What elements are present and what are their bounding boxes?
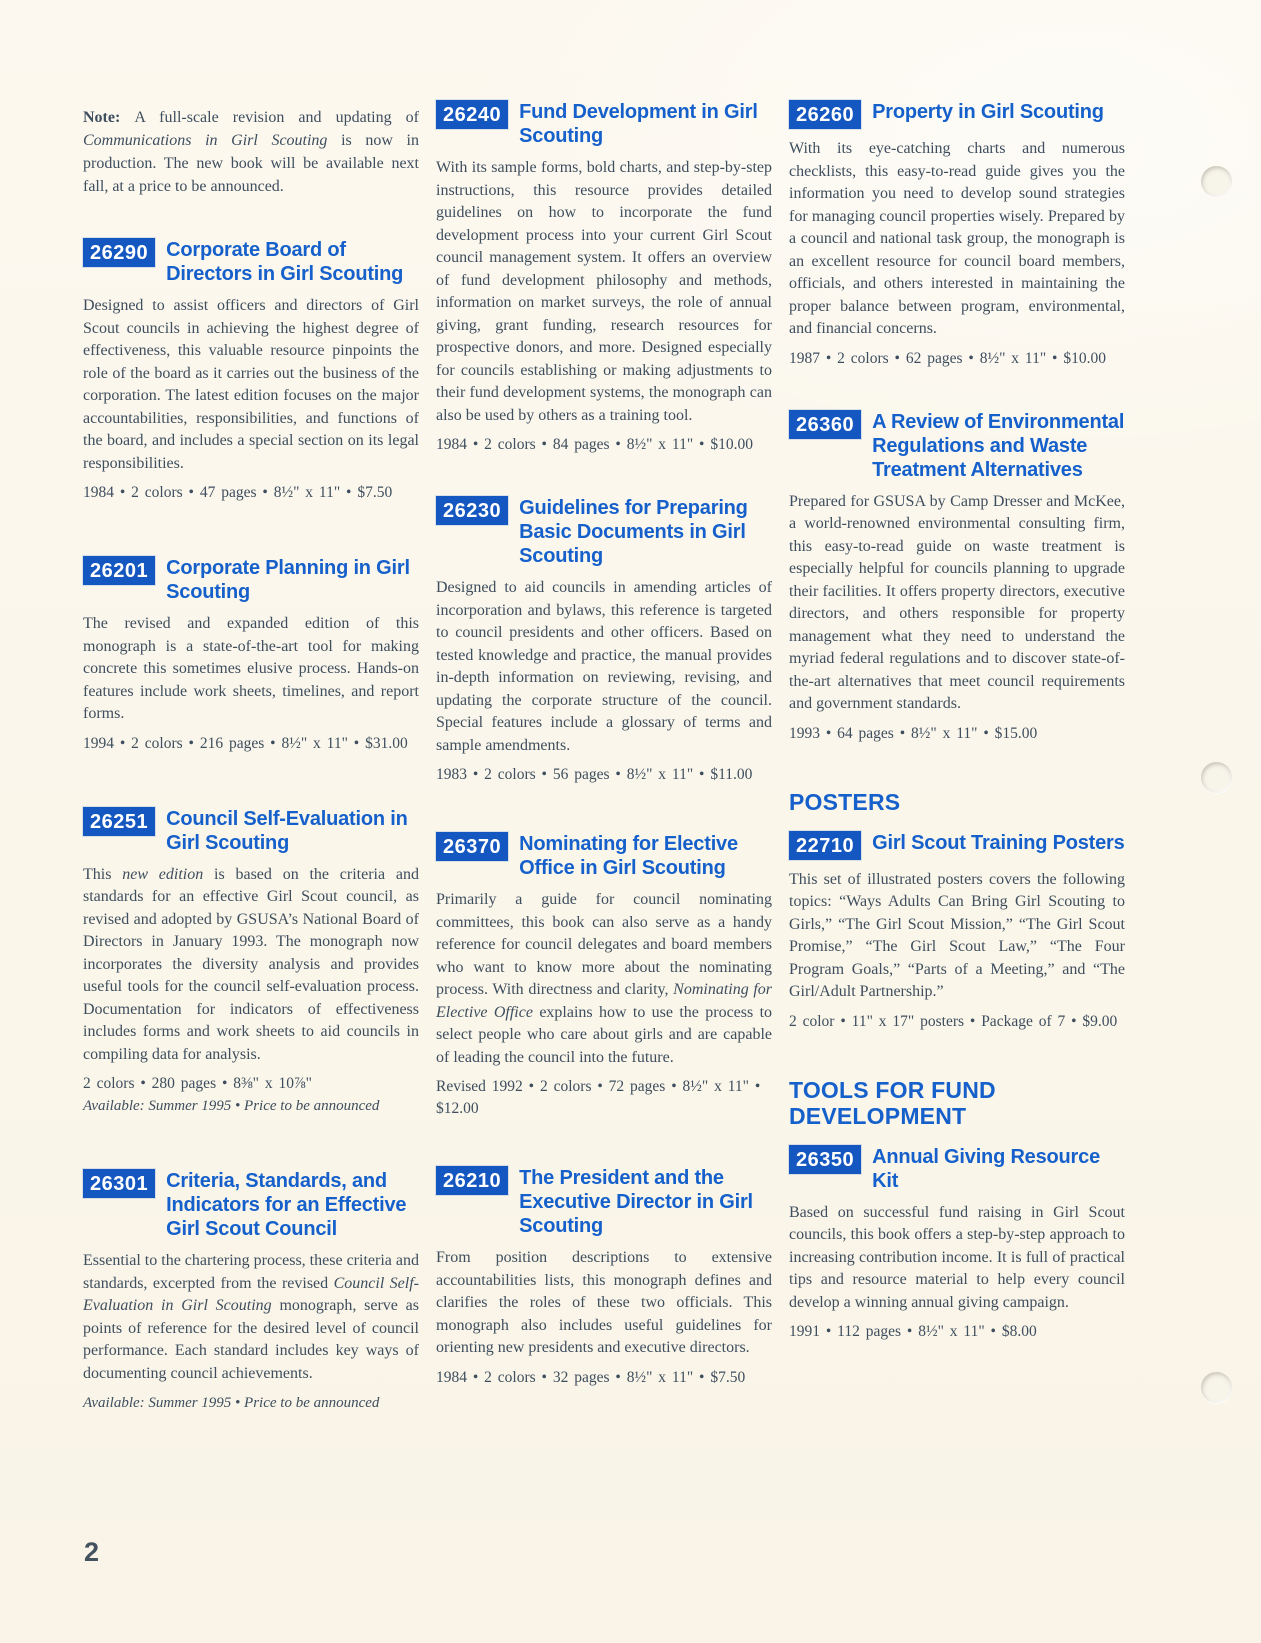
column-middle: [436, 100, 772, 1414]
item-details: 1984 • 2 colors • 84 pages • 8½" x 11" • $10.00: [436, 436, 753, 453]
item-code-badge: 26251: [83, 807, 155, 836]
item-description: Based on successful fund raising in Girl Scout councils, this book offers a step-by-step approach to increasing contribution income. It is full of practical tips and resource material to help every council develop a winning annual giving campaign.: [789, 1203, 1125, 1311]
item-code-badge: 26260: [789, 100, 861, 129]
item-title: A Review of Environmental Regulations and Waste Treatment Alternatives: [872, 410, 1125, 481]
item-head: [789, 831, 1125, 860]
item-head: [83, 1169, 419, 1241]
item-details: 1983 • 2 colors • 56 pages • 8½" x 11" • $11.00: [436, 766, 753, 783]
item-details: 1991 • 112 pages • 8½" x 11" • $8.00: [789, 1323, 1037, 1340]
item-code-badge: 26360: [789, 410, 861, 439]
item-description: From position descriptions to extensive accountabilities lists, this monograph defines and clarifies the roles of these two officials. This monograph also includes useful guidelines for orienting new presidents and executive directors.: [436, 1249, 772, 1356]
item-title: Annual Giving Resource Kit: [872, 1145, 1100, 1192]
item-description: Essential to the chartering process, these criteria and standards, excerpted from the revised Council Self-Evaluation in Girl Scouting monograph, serve as points of reference for the desired level of council performance. Each standard includes key ways of documenting council achievements.: [83, 1252, 420, 1382]
item-head: [789, 1145, 1125, 1193]
item-head: [83, 807, 419, 855]
item-description: With its sample forms, bold charts, and step-by-step instructions, this resource provides detailed guidelines on how to incorporate the fund development process into your current Girl Scout council management system. It offers an overview of fund development philosophy and methods, information on market surveys, the role of annual giving, grant funding, research resources for prospective donors, and more. Designed especially for councils establishing or making adjustments to their fund development systems, the monograph can also be used by others as a training tool.: [436, 159, 772, 424]
item-title: Guidelines for Preparing Basic Documents in Girl Scouting: [519, 497, 748, 567]
item-code-badge: 22710: [789, 831, 861, 860]
item-details: 2 color • 11" x 17" posters • Package of 7 • $9.00: [789, 1012, 1118, 1030]
item-description: This new edition is based on the criteria and standards for an effective Girl Scout council, as revised and adopted by GSUSA’s National Board of Directors in January 1993. The monograph now incorporates the diversity analysis and provides useful tools for the council self-evaluation process. Documentation for indicators of effectiveness includes forms and work sheets to aid councils in compiling data for analysis.: [83, 865, 419, 1063]
item-availability: Available: Summer 1995 • Price to be announced: [83, 1395, 380, 1411]
item-26260: [789, 100, 1125, 370]
item-details: 1994 • 2 colors • 216 pages • 8½" x 11" • $31.00: [83, 734, 408, 752]
column-right: [789, 100, 1125, 1414]
item-26201: [83, 556, 419, 755]
item-head: [83, 556, 419, 604]
item-head: [789, 410, 1125, 482]
punch-hole: [1201, 1372, 1232, 1403]
item-description: Prepared for GSUSA by Camp Dresser and McKee, a world-renowned environmental consulting firm, this easy-to-read guide on waste treatment is especially helpful for councils planning to upgrade their facilities. It offers property directors, executive directors, and others responsible for property management what they need to understand the myriad federal regulations and to discover state-of-the-art alternatives that meet council requirements and government standards.: [789, 492, 1125, 712]
item-details: Revised 1992 • 2 colors • 72 pages • 8½" x 11" • $12.00: [436, 1078, 761, 1117]
punch-hole: [1201, 166, 1232, 197]
item-description: With its eye-catching charts and numerous checklists, this easy-to-read guide gives you the information you need to develop sound strategies for managing council properties wisely. Prepared by a council and national task group, the monograph is an excellent resource for council board members, officials, and others interested in maintaining the proper balance between program, environmental, and financial concerns.: [789, 140, 1125, 337]
item-description: Designed to aid councils in amending articles of incorporation and bylaws, this reference is targeted to council presidents and other officers. Based on tested knowledge and practice, the manual provides in-depth information on reviewing, revising, and updating the corporate structure of the council. Special features include a glossary of terms and sample amendments.: [436, 579, 772, 754]
item-head: [83, 238, 419, 286]
item-code-badge: 26230: [436, 496, 508, 525]
item-description: Designed to assist officers and directors of Girl Scout councils in achieving the highest degree of effectiveness, this valuable resource pinpoints the role of the board as it carries out the business of the corporation. The latest edition focuses on the major accountabilities, responsibilities, and functions of the board, and includes a special section on its legal responsibilities.: [83, 297, 419, 472]
item-details: 1984 • 2 colors • 47 pages • 8½" x 11" • $7.50: [83, 484, 393, 501]
item-description: This set of illustrated posters covers the following topics: “Ways Adults Can Bring Girl Scouting to Girls,” “The Girl Scout Mission,” “The Girl Scout Promise,” “The Girl Scout Law,” “The Four Program Goals,” “Parts of a Meeting,” and “The Girl/Adult Partnership.”: [789, 870, 1125, 1000]
item-title: Corporate Planning in Girl Scouting: [166, 557, 410, 603]
section-heading-tools-for-fund-development: TOOLS FOR FUND DEVELOPMENT: [789, 1076, 996, 1129]
item-code-badge: 26370: [436, 832, 508, 861]
item-26230: [436, 496, 772, 786]
item-head: [436, 100, 772, 148]
item-title: Council Self-Evaluation in Girl Scouting: [166, 807, 408, 854]
item-code-badge: 26201: [83, 556, 155, 585]
item-availability: Available: Summer 1995 • Price to be announced: [83, 1098, 380, 1114]
item-details: 1993 • 64 pages • 8½" x 11" • $15.00: [789, 724, 1038, 742]
item-title: Property in Girl Scouting: [872, 101, 1104, 123]
item-code-badge: 26210: [436, 1166, 508, 1195]
item-description: The revised and expanded edition of this monograph is a state-of-the-art tool for making concrete this sometimes elusive process. Hands-on features include work sheets, timelines, and report forms.: [83, 615, 419, 722]
item-head: [789, 100, 1125, 129]
item-head: [436, 1166, 772, 1238]
item-code-badge: 26301: [83, 1169, 155, 1198]
item-details: 1984 • 2 colors • 32 pages • 8½" x 11" • $7.50: [436, 1368, 746, 1386]
item-26290: [83, 238, 419, 504]
page-content: [83, 100, 1127, 1414]
item-26251: [83, 807, 419, 1118]
item-title: The President and the Executive Director in Girl Scouting: [519, 1167, 753, 1237]
item-26360: [789, 410, 1125, 745]
item-code-badge: 26240: [436, 100, 508, 129]
item-code-badge: 26290: [83, 238, 155, 267]
item-title: Nominating for Elective Office in Girl Scouting: [519, 833, 738, 879]
item-head: [436, 832, 772, 880]
note-paragraph: Note: A full-scale revision and updating of Communications in Girl Scouting is now in production. The new book will be available next fall, at a price to be announced.: [83, 109, 419, 195]
item-26210: [436, 1166, 772, 1389]
item-26301: [83, 1169, 419, 1414]
punch-hole: [1201, 762, 1232, 793]
item-title: Corporate Board of Directors in Girl Scouting: [166, 239, 404, 285]
item-title: Criteria, Standards, and Indicators for an Effective Girl Scout Council: [166, 1170, 407, 1240]
item-details: 2 colors • 280 pages • 8⅜" x 10⅞": [83, 1075, 312, 1092]
page-number: 2: [84, 1537, 100, 1567]
item-22710: [789, 831, 1125, 1033]
item-description: Primarily a guide for council nominating committees, this book can also serve as a handy reference for council delegates and board members who want to know more about the nominating process. With directness and clarity, Nominating for Elective Office explains how to use the process to select people who care about girls and are capable of leading the council into the future.: [436, 891, 773, 1066]
item-title: Girl Scout Training Posters: [872, 831, 1125, 854]
item-code-badge: 26350: [789, 1145, 861, 1174]
item-head: [436, 496, 772, 568]
item-details: 1987 • 2 colors • 62 pages • 8½" x 11" • $10.00: [789, 349, 1106, 367]
item-26350: [789, 1145, 1125, 1344]
item-26370: [436, 832, 772, 1120]
item-26240: [436, 100, 772, 456]
item-title: Fund Development in Girl Scouting: [519, 101, 758, 147]
column-left: [83, 100, 419, 1414]
section-heading-posters: POSTERS: [789, 788, 901, 815]
